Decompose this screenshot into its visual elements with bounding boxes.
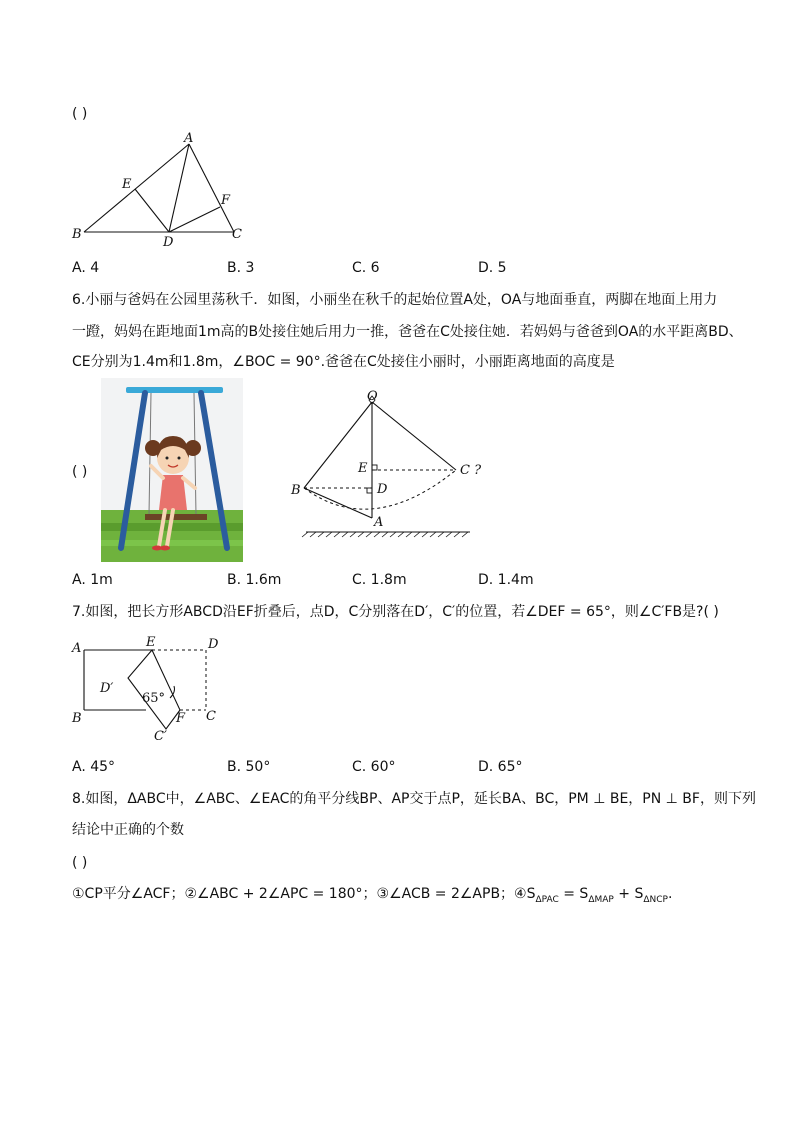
q6-swing-geometry	[286, 386, 496, 538]
q6-label-e: E	[358, 461, 368, 476]
q7-label-d-prime: D′	[100, 681, 114, 696]
q5-option-c: C. 6	[352, 260, 380, 276]
q7-label-e: E	[146, 635, 156, 650]
q6-text-line2: 一蹬，妈妈在距地面1m高的B处接住她后用力一推，爸爸在C处接住她．若妈妈与爸爸到OA的水平距离BD、	[72, 324, 743, 340]
q7-option-d: D. 65°	[478, 759, 523, 775]
q8-answer-paren: ( )	[72, 855, 88, 871]
q6-text-line1: 6.小丽与爸妈在公园里荡秋千．如图，小丽坐在秋千的起始位置A处，OA与地面垂直，两脚在地面上用力	[72, 292, 718, 308]
q8-statements	[72, 884, 672, 910]
q8-text-line2: 结论中正确的个数	[72, 822, 184, 838]
q7-label-d: D	[208, 637, 219, 652]
q7-label-b: B	[72, 711, 82, 726]
q6-label-b: B	[291, 483, 301, 498]
q6-label-d: D	[377, 482, 388, 497]
q8-sub-pac: ΔPAC	[535, 894, 559, 905]
q5-option-a: A. 4	[72, 260, 100, 276]
q7-option-a: A. 45°	[72, 759, 116, 775]
q7-label-c: C	[206, 709, 216, 724]
q7-label-f: F	[176, 711, 186, 726]
q5-triangle-figure	[66, 130, 256, 250]
q8-sub-map: ΔMAP	[588, 894, 614, 905]
q5-option-d: D. 5	[478, 260, 507, 276]
q8-text-line1: 8.如图，ΔABC中，∠ABC、∠EAC的角平分线BP、AP交于点P，延长BA、BC，PM ⊥ BE，PN ⊥ BF，则下列	[72, 791, 756, 807]
swing-illustration	[101, 378, 243, 562]
q7-label-a: A	[72, 641, 82, 656]
q5-label-f: F	[221, 193, 231, 208]
q6-label-a: A	[374, 515, 384, 530]
q7-text-line1: 7.如图，把长方形ABCD沿EF折叠后，点D，C分别落在D′，C′的位置，若∠DEF = 65°，则∠C′FB是?( )	[72, 604, 719, 620]
q7-label-c-prime: C′	[154, 729, 167, 744]
q6-option-a: A. 1m	[72, 572, 113, 588]
q6-option-c: C. 1.8m	[352, 572, 407, 588]
q5-label-b: B	[72, 227, 82, 242]
q8-eq: = S	[558, 886, 589, 902]
q8-statements-main: ①CP平分∠ACF；②∠ABC + 2∠APC = 180°；③∠ACB = 2∠APB；④S	[72, 886, 536, 902]
q5-label-d: D	[163, 235, 174, 250]
q7-option-b: B. 50°	[227, 759, 271, 775]
q8-plus: + S	[613, 886, 644, 902]
q8-sub-ncp: ΔNCP	[643, 894, 668, 905]
q5-label-a: A	[184, 131, 194, 146]
q6-label-c: C ?	[460, 463, 482, 478]
q5-option-b: B. 3	[227, 260, 255, 276]
q6-option-b: B. 1.6m	[227, 572, 282, 588]
q6-label-o: O	[367, 389, 378, 404]
q6-option-d: D. 1.4m	[478, 572, 534, 588]
q5-answer-paren: ( )	[72, 106, 88, 122]
q7-angle-label: 65°	[142, 691, 166, 706]
q6-answer-paren: ( )	[72, 464, 88, 480]
q8-end: .	[667, 886, 673, 902]
q6-text-line3: CE分别为1.4m和1.8m，∠BOC = 90°.爸爸在C处接住小丽时，小丽距离地面的高度是	[72, 354, 615, 370]
q7-option-c: C. 60°	[352, 759, 396, 775]
q5-label-c: C	[232, 227, 242, 242]
q7-fold-figure	[66, 630, 236, 746]
q5-label-e: E	[122, 177, 132, 192]
